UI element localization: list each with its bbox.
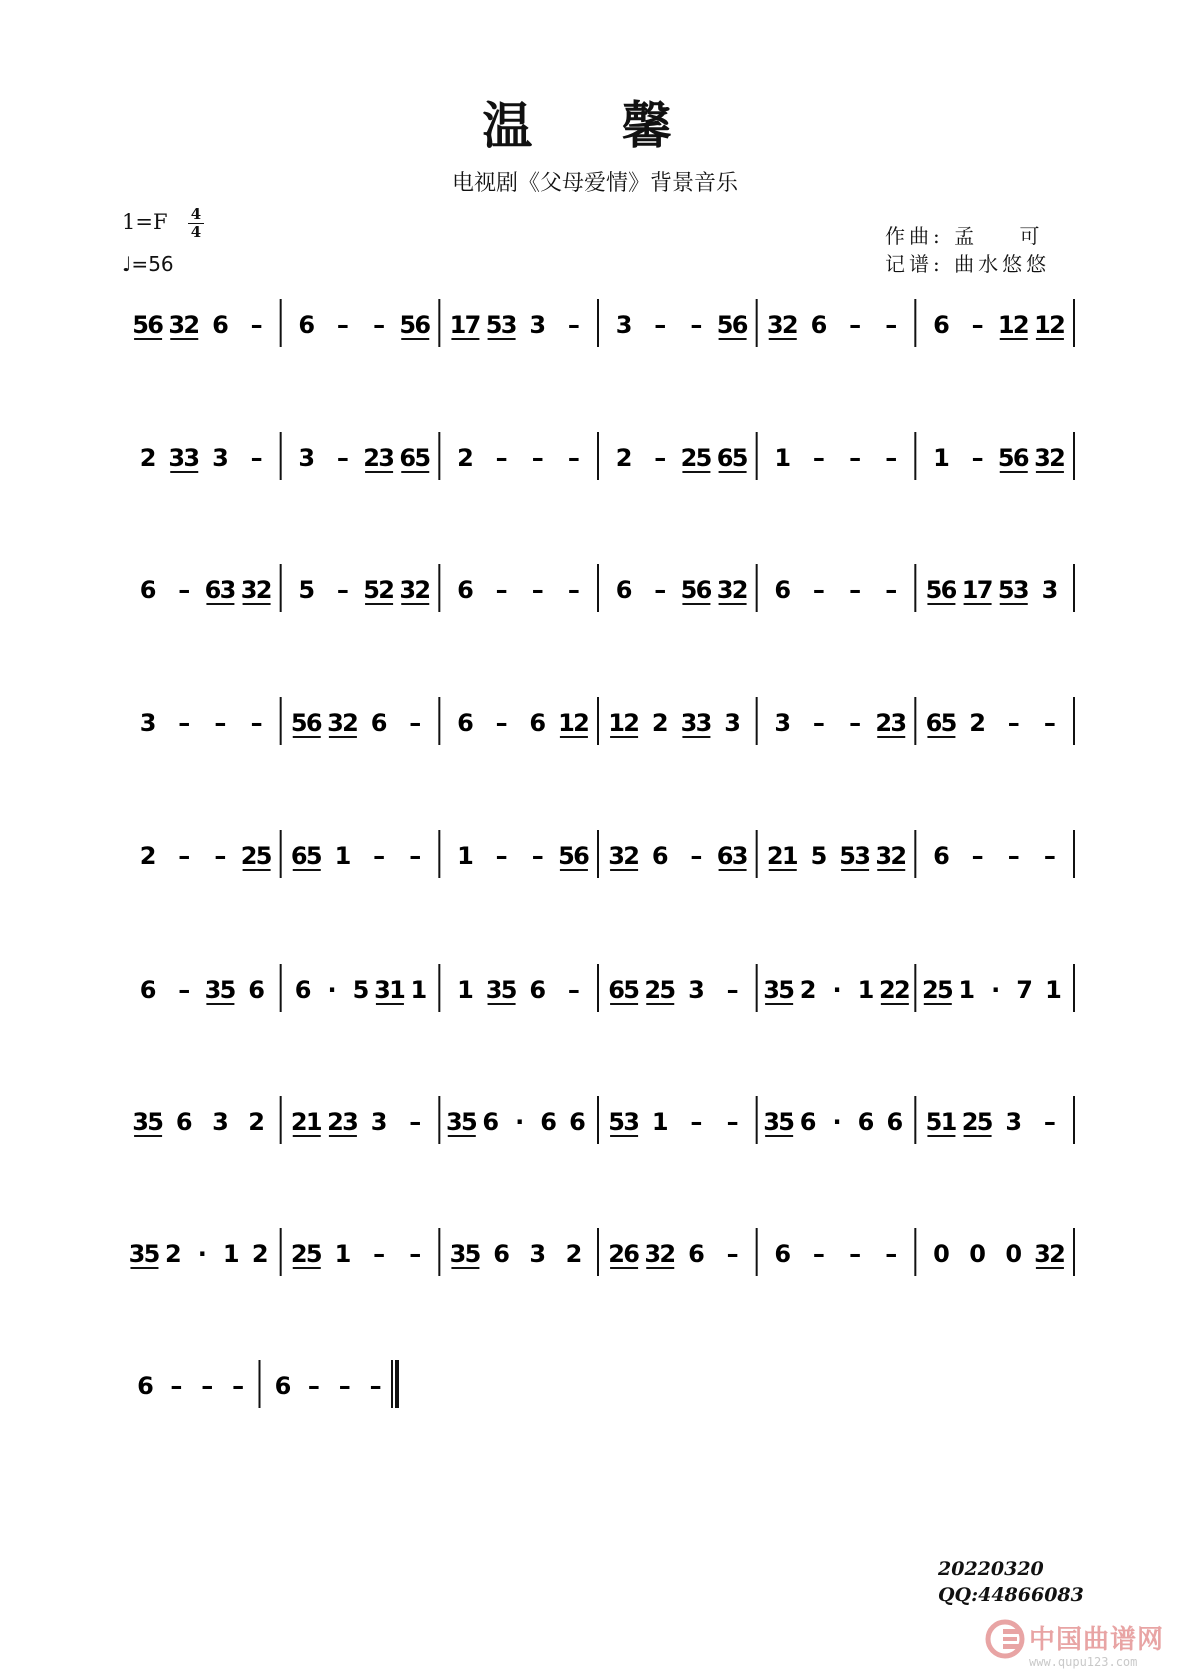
note: 5 <box>298 576 316 604</box>
dash-extension: – <box>726 976 739 1004</box>
note: 5 <box>464 1240 482 1268</box>
note: 2 <box>608 1240 625 1268</box>
note: 1 <box>389 976 406 1004</box>
note: 3 <box>1034 1240 1051 1268</box>
dash-extension: – <box>849 576 862 604</box>
note: 2 <box>894 976 911 1004</box>
dash-extension: – <box>971 311 984 339</box>
note: 3 <box>132 1108 149 1136</box>
note: 2 <box>680 444 698 472</box>
dot-mark: · <box>515 1108 525 1136</box>
dash-extension: – <box>567 311 580 339</box>
note: 6 <box>540 1108 557 1136</box>
note: 3 <box>500 311 518 339</box>
dash-extension: – <box>812 1240 825 1268</box>
note: 1 <box>608 709 625 737</box>
dash-extension: – <box>849 1240 862 1268</box>
note: 6 <box>651 842 669 870</box>
note: 5 <box>997 444 1015 472</box>
note: 3 <box>680 709 698 737</box>
dash-extension: – <box>178 976 191 1004</box>
note: 3 <box>168 444 186 472</box>
score-line <box>140 697 1074 745</box>
score-line <box>132 299 1074 347</box>
dash-extension: – <box>690 311 703 339</box>
note: 6 <box>139 576 157 604</box>
note: 7 <box>464 311 482 339</box>
note: 3 <box>485 976 503 1004</box>
note: 6 <box>399 444 417 472</box>
note: 3 <box>716 576 734 604</box>
note: 6 <box>147 311 164 339</box>
dash-extension: – <box>495 842 508 870</box>
note: 3 <box>854 842 871 870</box>
qupu-logo-icon <box>985 1619 1025 1659</box>
note: 3 <box>763 976 780 1004</box>
qq-contact: QQ:44866083 <box>938 1584 1084 1606</box>
score-line <box>140 964 1074 1012</box>
note: 3 <box>219 576 237 604</box>
note: 6 <box>1012 444 1030 472</box>
score-line <box>137 1360 397 1408</box>
composer-name: 孟 可 <box>954 224 1044 248</box>
note: 2 <box>879 976 896 1004</box>
note: 2 <box>921 976 939 1004</box>
note: 5 <box>623 976 640 1004</box>
note: 6 <box>886 1108 904 1136</box>
dash-extension: – <box>849 311 862 339</box>
note: 1 <box>457 976 474 1004</box>
dash-extension: – <box>170 1372 183 1400</box>
dash-extension: – <box>812 576 825 604</box>
dash-extension: – <box>726 1240 739 1268</box>
note: 5 <box>305 1240 323 1268</box>
note: 6 <box>212 311 229 339</box>
note: 2 <box>290 1108 308 1136</box>
dash-extension: – <box>373 1240 386 1268</box>
note: 6 <box>457 709 474 737</box>
note: 5 <box>414 444 432 472</box>
note: 0 <box>933 1240 950 1268</box>
dash-extension: – <box>1043 1108 1056 1136</box>
note: 2 <box>969 709 986 737</box>
time-signature-bottom: 4 <box>190 223 202 241</box>
dash-extension: – <box>885 1240 898 1268</box>
note: 5 <box>352 976 370 1004</box>
note: 3 <box>399 576 417 604</box>
dash-extension: – <box>1043 842 1056 870</box>
note: 5 <box>716 311 734 339</box>
note: 1 <box>558 709 575 737</box>
note: 2 <box>139 444 157 472</box>
date: 20220320 <box>938 1558 1044 1580</box>
watermark-url: www.qupu123.com <box>1029 1655 1138 1669</box>
note: 5 <box>976 1108 994 1136</box>
note: 1 <box>410 976 428 1004</box>
note: 6 <box>569 1108 586 1136</box>
dash-extension: – <box>232 1372 245 1400</box>
note: 2 <box>183 311 201 339</box>
note: 2 <box>573 709 590 737</box>
dash-extension: – <box>338 1372 351 1400</box>
watermark-name: 中国曲谱网 <box>1029 1625 1165 1655</box>
note: 6 <box>774 1240 792 1268</box>
note: 0 <box>969 1240 986 1268</box>
dash-extension: – <box>373 842 386 870</box>
note: 3 <box>183 444 201 472</box>
note: 5 <box>147 1108 164 1136</box>
note: 1 <box>334 842 352 870</box>
dash-extension: – <box>654 311 667 339</box>
note: 6 <box>933 842 950 870</box>
note: 2 <box>240 842 258 870</box>
score-line <box>140 432 1074 480</box>
note: 5 <box>255 842 273 870</box>
dash-extension: – <box>567 976 580 1004</box>
note: 2 <box>327 1108 344 1136</box>
dash-extension: – <box>409 842 422 870</box>
score-line <box>132 1096 1074 1144</box>
note: 2 <box>414 576 432 604</box>
note: 3 <box>615 311 633 339</box>
note: 6 <box>294 976 312 1004</box>
note: 6 <box>799 1108 817 1136</box>
note: 2 <box>363 444 380 472</box>
note: 3 <box>763 1108 780 1136</box>
dash-extension: – <box>1007 709 1020 737</box>
note: 3 <box>875 842 893 870</box>
note: 5 <box>925 576 943 604</box>
dash-extension: – <box>178 576 191 604</box>
note: 3 <box>774 709 792 737</box>
note: 6 <box>688 1240 705 1268</box>
note: 3 <box>449 1240 467 1268</box>
dash-extension: – <box>201 1372 214 1400</box>
note: 6 <box>608 976 625 1004</box>
note: 5 <box>778 1108 795 1136</box>
note: 6 <box>204 576 222 604</box>
dash-extension: – <box>495 444 508 472</box>
note: 6 <box>774 576 792 604</box>
note: 5 <box>608 1108 625 1136</box>
page-title: 温 馨 <box>482 96 708 155</box>
note: 3 <box>378 444 395 472</box>
dot-mark: · <box>197 1240 207 1268</box>
note: 6 <box>925 709 943 737</box>
note: 1 <box>449 311 467 339</box>
note: 3 <box>370 1108 388 1136</box>
note: 1 <box>961 576 979 604</box>
note: 2 <box>139 842 157 870</box>
note: 3 <box>298 444 316 472</box>
note: 3 <box>695 709 713 737</box>
note: 1 <box>857 976 875 1004</box>
note: 1 <box>958 976 976 1004</box>
note: 2 <box>378 576 395 604</box>
note: 2 <box>248 1108 265 1136</box>
note: 3 <box>1005 1108 1023 1136</box>
dash-extension: – <box>336 444 349 472</box>
dash-extension: – <box>250 444 263 472</box>
dash-extension: – <box>849 444 862 472</box>
note: 6 <box>573 842 590 870</box>
note: 3 <box>890 709 908 737</box>
dash-extension: – <box>409 1108 422 1136</box>
note: 6 <box>857 1108 875 1136</box>
note: 2 <box>1049 311 1066 339</box>
dash-extension: – <box>409 709 422 737</box>
note: 5 <box>460 1108 478 1136</box>
note: 2 <box>565 1240 583 1268</box>
dash-extension: – <box>567 576 580 604</box>
dash-extension: – <box>531 444 544 472</box>
note: 2 <box>457 444 474 472</box>
dash-extension: – <box>885 444 898 472</box>
note: 1 <box>1034 311 1051 339</box>
score-line <box>140 830 1074 878</box>
note: 2 <box>875 709 893 737</box>
note: 6 <box>716 444 734 472</box>
dash-extension: – <box>971 842 984 870</box>
key-signature: 1=F <box>122 210 168 234</box>
note: 3 <box>128 1240 146 1268</box>
note: 7 <box>1016 976 1033 1004</box>
note: 1 <box>1045 976 1062 1004</box>
note: 2 <box>799 976 817 1004</box>
note: 5 <box>143 1240 161 1268</box>
note: 3 <box>529 1240 547 1268</box>
score-line <box>129 1228 1074 1276</box>
dash-extension: – <box>373 311 386 339</box>
dash-extension: – <box>726 1108 739 1136</box>
dash-extension: – <box>531 576 544 604</box>
note: 5 <box>731 444 749 472</box>
note: 2 <box>890 842 908 870</box>
note: 3 <box>168 311 186 339</box>
note: 5 <box>936 976 954 1004</box>
date-stamp <box>938 1556 1084 1608</box>
watermark <box>985 1615 1180 1675</box>
note: 2 <box>781 311 799 339</box>
dash-extension: – <box>336 576 349 604</box>
note: 6 <box>493 1240 510 1268</box>
note: 3 <box>644 1240 662 1268</box>
tempo-marking: ♩=56 <box>122 252 174 276</box>
dash-extension: – <box>307 1372 320 1400</box>
note: 5 <box>659 976 677 1004</box>
note: 3 <box>529 311 547 339</box>
note: 2 <box>1012 311 1030 339</box>
note: 5 <box>219 976 237 1004</box>
transcriber-name: 曲水悠悠 <box>954 252 1051 276</box>
note: 5 <box>305 842 323 870</box>
note: 1 <box>933 444 950 472</box>
note: 6 <box>940 576 958 604</box>
note: 6 <box>810 311 828 339</box>
note: 1 <box>774 444 792 472</box>
note: 1 <box>222 1240 240 1268</box>
note: 3 <box>240 576 258 604</box>
note: 2 <box>615 444 633 472</box>
note: 3 <box>327 709 344 737</box>
dash-extension: – <box>531 842 544 870</box>
note: 2 <box>290 1240 308 1268</box>
note: 2 <box>651 709 669 737</box>
dash-extension: – <box>336 311 349 339</box>
note: 2 <box>623 709 640 737</box>
dash-extension: – <box>214 842 227 870</box>
note: 5 <box>695 444 713 472</box>
note: 5 <box>558 842 575 870</box>
note: 5 <box>399 311 417 339</box>
note: 2 <box>342 709 359 737</box>
time-signature-top: 4 <box>190 205 202 223</box>
dash-extension: – <box>849 709 862 737</box>
dash-extension: – <box>654 576 667 604</box>
note: 6 <box>370 709 388 737</box>
note: 2 <box>644 976 662 1004</box>
note: 6 <box>695 576 713 604</box>
note: 6 <box>716 842 734 870</box>
dash-extension: – <box>214 709 227 737</box>
note: 6 <box>529 976 547 1004</box>
note: 3 <box>139 709 157 737</box>
subtitle: 电视剧《父母爱情》背景音乐 <box>451 171 738 196</box>
note: 2 <box>251 1240 269 1268</box>
dash-extension: – <box>654 444 667 472</box>
dash-extension: – <box>812 444 825 472</box>
note: 5 <box>810 842 828 870</box>
note: 5 <box>839 842 856 870</box>
dash-extension: – <box>178 709 191 737</box>
note: 1 <box>997 311 1015 339</box>
note: 3 <box>342 1108 359 1136</box>
note: 6 <box>615 576 633 604</box>
note: 5 <box>485 311 503 339</box>
note: 3 <box>608 842 625 870</box>
note: 6 <box>623 1240 640 1268</box>
note: 0 <box>1005 1240 1023 1268</box>
note: 3 <box>1012 576 1030 604</box>
dot-mark: · <box>991 976 1001 1004</box>
note: 6 <box>298 311 316 339</box>
dash-extension: – <box>409 1240 422 1268</box>
note: 5 <box>290 709 308 737</box>
note: 3 <box>204 976 222 1004</box>
note: 3 <box>1034 444 1051 472</box>
note: 6 <box>731 311 749 339</box>
note: 5 <box>925 1108 943 1136</box>
note: 6 <box>139 976 157 1004</box>
note: 3 <box>1041 576 1059 604</box>
dot-mark: · <box>832 1108 842 1136</box>
note: 6 <box>529 709 547 737</box>
dash-extension: – <box>885 576 898 604</box>
note: 3 <box>731 842 749 870</box>
dash-extension: – <box>250 311 263 339</box>
note: 2 <box>1049 444 1066 472</box>
dash-extension: – <box>690 842 703 870</box>
dash-extension: – <box>812 709 825 737</box>
dash-extension: – <box>971 444 984 472</box>
dash-extension: – <box>567 444 580 472</box>
note: 2 <box>659 1240 677 1268</box>
note: 6 <box>414 311 432 339</box>
note: 2 <box>255 576 273 604</box>
dash-extension: – <box>885 311 898 339</box>
note: 6 <box>933 311 950 339</box>
note: 6 <box>248 976 265 1004</box>
note: 5 <box>500 976 518 1004</box>
dash-extension: – <box>250 709 263 737</box>
note: 2 <box>623 842 640 870</box>
note: 6 <box>274 1372 292 1400</box>
composer-label: 作曲: <box>885 224 944 248</box>
note: 5 <box>940 709 958 737</box>
note: 3 <box>445 1108 463 1136</box>
note: 3 <box>623 1108 640 1136</box>
note: 1 <box>781 842 799 870</box>
note: 3 <box>766 311 784 339</box>
note: 5 <box>132 311 149 339</box>
dash-extension: – <box>690 1108 703 1136</box>
score-line <box>140 564 1074 612</box>
note: 2 <box>766 842 784 870</box>
note: 1 <box>940 1108 958 1136</box>
note: 7 <box>976 576 994 604</box>
note: 6 <box>482 1108 500 1136</box>
note: 6 <box>290 842 308 870</box>
note: 3 <box>212 1108 229 1136</box>
note: 1 <box>457 842 474 870</box>
dash-extension: – <box>178 842 191 870</box>
note: 5 <box>997 576 1015 604</box>
dash-extension: – <box>495 576 508 604</box>
transcriber-label: 记谱: <box>885 252 944 276</box>
dot-mark: · <box>832 976 842 1004</box>
note: 3 <box>374 976 391 1004</box>
dash-extension: – <box>1007 842 1020 870</box>
note: 6 <box>457 576 474 604</box>
note: 2 <box>1049 1240 1066 1268</box>
note: 2 <box>165 1240 182 1268</box>
dot-mark: · <box>327 976 337 1004</box>
note: 6 <box>137 1372 154 1400</box>
note: 1 <box>651 1108 669 1136</box>
note: 1 <box>305 1108 323 1136</box>
note: 5 <box>778 976 795 1004</box>
note: 2 <box>961 1108 979 1136</box>
note: 3 <box>212 444 229 472</box>
note: 6 <box>175 1108 193 1136</box>
note: 5 <box>363 576 380 604</box>
note: 3 <box>688 976 705 1004</box>
note: 1 <box>334 1240 352 1268</box>
note: 3 <box>724 709 741 737</box>
dash-extension: – <box>369 1372 382 1400</box>
dash-extension: – <box>495 709 508 737</box>
note: 6 <box>305 709 323 737</box>
dash-extension: – <box>1043 709 1056 737</box>
note: 5 <box>680 576 698 604</box>
note: 2 <box>731 576 749 604</box>
